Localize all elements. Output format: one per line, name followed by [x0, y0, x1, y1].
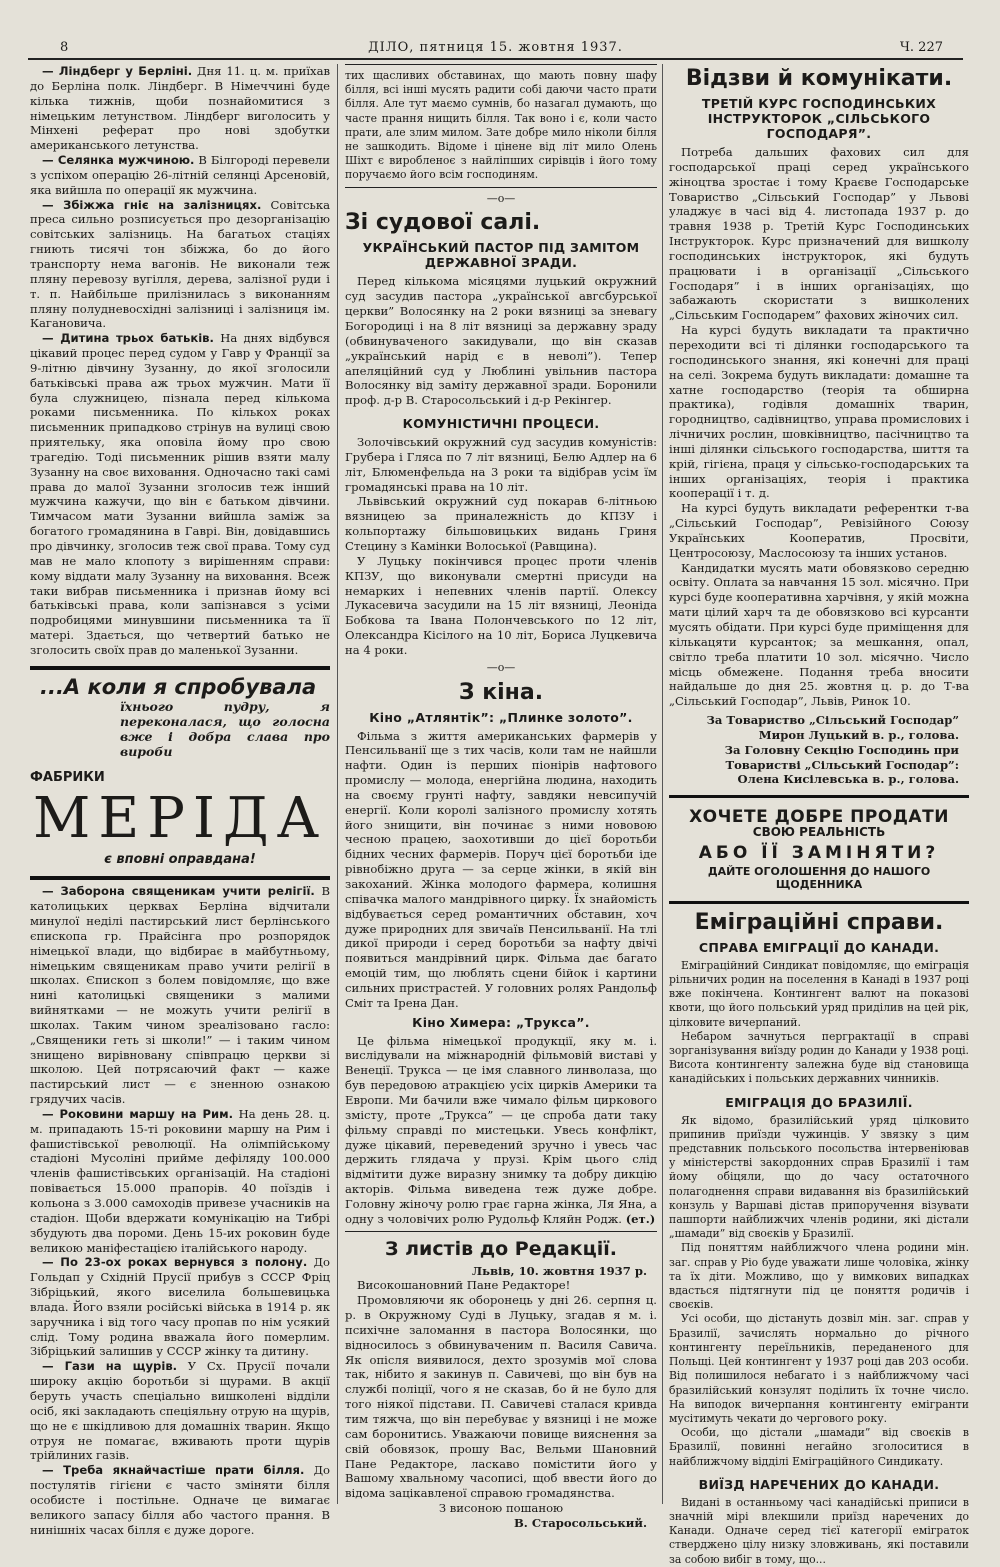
announcements-heading: Відзви й комунікати.: [685, 66, 953, 91]
signature-1-org: За Товариство „Сільський Господар”: [706, 713, 959, 728]
page-number: 8: [60, 40, 69, 55]
ad-top-rule: [30, 666, 330, 670]
issue-number: Ч. 227: [899, 40, 943, 55]
emigration-p5: Усі особи, що дістануть дозвіл мін. заг. справ у Бразилії, зачислять нормально до річного контингенту переїльників, переданеного для Польщі. Цей контингент у 1937 році дав 203 особи. Від полишилося небагато і з найближчому часі бразилійський конзулят поділить їх точне число. На виподок вичерпання контингенту емігранти мусітимуть чекати до чергового року.: [669, 1312, 969, 1425]
communist-trials-p3: У Луцьку покінчився процес проти членів КПЗУ, що виконували смертні присуди на немарких і непевних членів партії. Олексу Лукасевича засудили на 15 літ вязниці, Леоніда Бобкова та Івана Полончевського по 12 літ, Олександра Кісілого на 10 літ, Бориса Луцкевича на 4 роки.: [345, 553, 657, 657]
course-p3: На курсі будуть викладати референтки т-ва „Сільський Господар”, Ревізійного Союзу Українських Кооператив, Просвіти, Центросоюзу, Маслосоюзу та інших установ.: [669, 501, 969, 560]
letter-greeting: Високошановний Пане Редакторе!: [357, 1278, 571, 1293]
cinema-subheading-2: Кіно Химера: „Трукса”.: [412, 1014, 590, 1030]
letter-place-date: Львів, 10. жовтня 1937 р.: [471, 1263, 647, 1278]
sell-line-3: АБО ЇЇ ЗАМІНЯТИ?: [698, 842, 940, 863]
article-peasant: — Селянка мужчиною. В Білгороді перевели з успіхом операцію 26-літній селянці Арсеновій, яка вийшла по операції як мужчина.: [30, 153, 331, 197]
separator: —о—: [486, 660, 516, 674]
cinema-review-1: Фільма з життя американських фармерів у Пенсильванії ще з тих часів, коли там не найшли нафти. Один із перших піонірів нафтового промислу — молода, енергійна людина, находить на своєму грунті нафту, завдяки невсипучій енергії. Коли королі залізного промислу хотять його знищити, він починає з ними нововою чесною працею, заохотивши до цієї боротьби бідних чесних фармерів. Поруч цієї боротьби іде рівнобіжно друга — за серце жінки, в якій він закоханий. Жінка молодого фармера, колишня співачка малого мандрівного цирку. Їх знайомість відбувається серед романтичних обставин, хоч дуже природних для звичаїв Пенсильванії. На тлі дикої природи і серед боротьби за нафту двічі появиться мандрівний цирк. Фільма дає багато емоцій тим, що люблять сцени бійок і картини сильних пристрастей. У головних ролях Рандольф Сміт та Ірена Дан.: [345, 728, 657, 1010]
soap-notice: тих щасливих обставинах, що мають повну шафу білля, всі інші мусять радити собі даючи часто прати білля. Але тут маємо сумнів, бо назагал думають, що часте прання нищить білля. Так воно і є, коли часто прати, але злим милом. Зате добре мило ніколи білля не зашкодить. Відоме і цінене від літ мило Олень Шіхт є виробленоє з найліпших сирівців і його тому поручаємо його всім господиням.: [345, 69, 657, 182]
sell-line-1: ХОЧЕТЕ ДОБРЕ ПРОДАТИ: [689, 807, 949, 828]
ad-tagline: є вповні оправдана!: [104, 852, 256, 868]
letters-heading: З листів до Редакції.: [385, 1237, 617, 1260]
emigration-p7: Видані в останньому часі канадійські приписи в значній мірі влекшили приїзд наречених до Канади. Одначе серед тієї категорії еміграток стверджено цілу низку зловживань, які поставили за собою вибіг в тому, що...: [669, 1495, 969, 1566]
article-religion-ban: — Заборона священикам учити релігії. В католицьких церквах Берліна відчитали минулої неділі пастирський лист берлінського єпископа гр. Прайсінга про розпорядок німецької влади, що відбирає в майбутньому, німецьким священикам право учити релігії в школах. Єпископ з болем повідомляє, що вже нині католицькі священики з малими вийнятками — не можуть учити релігії в школах. Таким чином зреалізовано гасло: „Священики геть зі школи!” — і таким чином знищено вирівновану співпрацю церкви зі школою. Цей потрясаючий факт — каже пастирський лист — є зненною ознакою грядучих часів.: [30, 884, 330, 1107]
column-rule: [662, 64, 663, 1504]
column-1: [30, 64, 331, 1537]
emigration-p6: Особи, що дістали „шамади” від своєків в Бразилії, повинні негайно зголоситися в найближчому відділі Еміграційного Синдикату.: [669, 1426, 969, 1468]
article-grain: — Збіжжа гніє на залізницях. Совітська преса сильно розписується про дезорганізацію совітських залізниць. На багатьох стаціях гниють тисячі тон збіжжа, бо до його транспорту нема вагонів. Не виконали теж пляну перевозу вугілля, дерева, залізної руди і т. п. Найбільше прилізнилась з виконанням пляну полудневосхідні залізниці і залізниця ім. Кагановича.: [30, 197, 330, 331]
column-3: [669, 64, 969, 1566]
emigration-p1: Еміграційний Синдикат повідомляє, що еміграція рільничих родин на поселення в Канаді в 1937 році вже покінчена. Контингент валют на показові квоти, що його польський уряд приділив на цей рік, цілковите вичерпаний.: [669, 958, 969, 1029]
article-march-rome: — Роковини маршу на Рим. На день 28. ц. м. припадають 15-ті роковини маршу на Рим і фашистівської революції. На олімпійському стадіоні Мусоліні прийме дефіляду 100.000 членів фашистівських організацій. На стадіоні повівається 15.000 прапорів. 40 поїздів і кольона з 3.000 самоходів привезе учасників на стадіон. Щоби вдержати комунікацію на Тибрі збудують два пороми. День 15-их роковин буде великою маніфестацією італійського народу.: [30, 1106, 331, 1255]
article-rat-gas: — Гази на щурів. У Сх. Прусії почали широку акцію боротьби зі щурами. В акції беруть участь спеціально вишколені відділи осіб, які закладають спеціяльну отрую на щурів, що не є шкідливою для домашніх тварин. Якщо отруя не помагає, вживають проти щурів трійлиних газів.: [30, 1359, 331, 1463]
court-heading: Зі судової салі.: [345, 210, 541, 236]
emigration-heading: Еміграційні справи.: [694, 909, 944, 935]
article-captivity: — По 23-ох роках вернувся з полону. До Гольдап у Східній Прусії прибув з СССР Фріц Зібріцький, якого виселила большевицька влада. Його взяли російські війська в 1914 р. як заручника і від того часу пропав по нім усякий слід. Тому родина вважала його померлим. Зібріцький залишив у СССР жінку та дитину.: [30, 1255, 331, 1359]
course-p2: На курсі будуть викладати та практично переходити всі ті ділянки господарського та господинського знання, які конечні для праці на селі. Зокрема будуть викладати: домашне та хатне господарство (теорія та обширна практика), годівля домашніх тварин, городництво, садівництво, управа промислових і лічничих рослин, шовківництво, пасічництво та інші ділянки сільського господарства, шиття та крій, гігієна, праця у сільсько-господарських та інших організаціях, теорія і практика кооперації і т. д.: [669, 323, 969, 501]
separator-rule: [345, 1231, 657, 1232]
column-rule: [337, 64, 338, 1504]
emigration-p2: Небаром зачнуться перграктації в справі зорганізування виїзду родин до Канади у 1938 році. Висота контингенту залежна буде від становища канадійських і польських державних чинників.: [669, 1029, 969, 1086]
ad-bottom-rule: [30, 876, 330, 880]
box-top-rule: [345, 64, 657, 65]
cinema-heading: З кіна.: [458, 679, 544, 705]
emigration-brides-heading: ВИЇЗД НАРЕЧЕНИХ ДО КАНАДИ.: [698, 1476, 940, 1492]
ad-title: ...А коли я спробувала: [40, 674, 317, 699]
sell-advertisement: [669, 802, 969, 899]
ad-subtitle: їхнього пудру, я переконалася, що голосна вже і добра слава про вироби: [120, 698, 330, 759]
sell-line-4: ДАЙТЕ ОГОЛОШЕННЯ ДО НАШОГО ЩОДЕННИКА: [707, 864, 931, 891]
course-p1: Потреба дальших фахових сил для господарської праці серед українського жіноцтва зростає і тому Краєве Господарське Товариство „Сільський Господар” у Львові уладжує в часі від 4. листопада 1937 р. до травня 1938 р. Третій Курс Господинських Інструкторок. Курс призначений для вишколу господинських інструкторок, які будуть працювати і в організації „Сільського Господаря” і в інших організаціях, що забажають скористати з вишколених „Сільським Господарем” фахових жіночих сил.: [669, 145, 969, 323]
sell-bottom-rule: [669, 901, 969, 904]
letter-closing: З висоною пошаною: [438, 1501, 564, 1516]
box-bottom-rule: [345, 187, 657, 188]
column-2: [345, 64, 657, 1530]
emigration-canada-heading: СПРАВА ЕМІГРАЦІЇ ДО КАНАДИ.: [698, 939, 940, 955]
court-subheading: УКРАЇНСЬКИЙ ПАСТОР ПІД ЗАМІТОМ ДЕРЖАВНОЇ ЗРАДИ.: [362, 240, 640, 271]
cinema-subheading-1: Кіно „Атлянтік”: „Плинке золото”.: [369, 709, 633, 725]
communist-trials-p2: Львівський окружний суд покарав 6-літньою вязницею за приналежність до КПЗУ і кольпортажу більшовицьких видань Гриня Стецину з Камінки Волоської (Равщина).: [345, 494, 657, 553]
cinema-review-2: Це фільма німецької продукції, яку м. і. вислідували на міжнародній фільмовій виставі у Венеції. Трукса — це імя славного линволаза, що був передовою атракцією усіх цирків Америки та Европи. Ми бачили вже чимало фільм циркового змісту, проте „Трукса” — це спроба дати таку фільму справді по мистецьки. Увесь конфлікт, дуже цікавий, переведений зручно і увесь час держить глядача у прузі. Крім цього слід відмітити дуже виразну знимку та добру дикцію акторів. Фільма виведена теж дуже добре. Головну жіночу ролю грає гарна жінка, Ля Яна, а одну з чоловічих ролю Рудольф Кляйн Родж. (ет.): [345, 1033, 657, 1226]
article-lindbergh: — Ліндберг у Берліні. Дня 11. ц. м. приїхав до Берліна полк. Ліндберг. В Німеччині буде кілька тижнів, щоби познайомитися з німецьким летунством. Ліндберг виголосить у Мінхені реферат про нові здобутки американського летунства.: [30, 64, 331, 153]
letter-text: Промовляючи як оборонець у дні 26. серпня ц. р. в Окружному Суді в Луцьку, згадав я м. і. психічне заломання в пастора Волосянки, що відносилось з обвинуваченим п. Василя Савича. Як опісля виявилося, дехто зрозумів мої слова так, нібито я закинув п. Савичеві, що він був на службі поліції, чого я не сказав, бо й не було для того ніякої підстави. П. Савичеві сталася кривда тим тяжча, що він перебуває у вязниці і не може сам боронитись. Уважаючи повище вияснення за свій обовязок, прошу Вас, Вельми Шановний Пане Редакторе, ласкаво помістити його у Вашому хвальному часописі, щоб ввести його до відома зацікавленої справою громадянства.: [345, 1293, 657, 1501]
article-laundry: — Треба якнайчастіше прати білля. До постулятів гігієни є часто зміняти білля особисте і постільне. Одначе це вимагає великого запасу білля або частого прання. В нинішніх часах білля є дуже дороге.: [30, 1463, 330, 1537]
emigration-p4: Під поняттям найближчого члена родини мін. заг. справ у Ріо буде уважати лише чоловіка, жінку та їх діти. Можливо, що у вимкових випадках вдасться підтягнути під це поняття родичів і своєків.: [669, 1241, 969, 1312]
ad-brand-name: МЕРІДА: [33, 786, 327, 852]
newspaper-title-date: ДІЛО, пятниця 15. жовтня 1937.: [368, 40, 623, 55]
court-text: Перед кількома місяцями луцький окружний суд засудив пастора „української авгсбурської церкви” Волосянку на 2 роки вязниці за зневагу Богородиці і на 8 літ вязниці за державну зраду (обвинуваченого закидували, що він сказав „український нарід є в неволі”). Тепер апеляційний суд у Люблині увільнив пастора Волосянку від заміту державної зради. Боронили проф. д-р В. Старосольський і д-р Рекінгер.: [345, 274, 657, 408]
sell-line-2: СВОЮ РЕАЛЬНІСТЬ: [752, 825, 886, 840]
course-p4: Кандидатки мусять мати обовязково середню освіту. Оплата за навчання 15 зол. місячно. При курсі буде кооперативна харчівня, у якій можна мати цілий харч та де обовязково всі курсанти мусять обідати. При курсі буде приміщення для кількацяти курсанток; за мешкання, опал, світло треба платити 10 зол. місячно. Число місць обмежене. Подання треба вносити найдальше до дня 25. жовтня ц. р. до Т-ва „Сільський Господар”, Львів, Ринок 10.: [669, 560, 969, 709]
letter-signature: В. Старосольський.: [513, 1515, 647, 1530]
emigration-brazil-heading: ЕМІГРАЦІЯ ДО БРАЗИЛІЇ.: [725, 1094, 913, 1110]
signature-1-name: Мирон Луцький в. р., голова.: [758, 727, 959, 742]
sell-top-rule: [669, 795, 969, 798]
merida-advertisement: [30, 674, 330, 869]
signature-2-org: За Головну Секцію Господинь при Товаристві „Сільський Господар”:: [724, 742, 959, 772]
course-heading: ТРЕТІЙ КУРС ГОСПОДИНСЬКИХ ІНСТРУКТОРОК „СІЛЬСЬКОГО ГОСПОДАРЯ”.: [701, 96, 937, 141]
emigration-p3: Як відомо, бразилійський уряд цілковито припинив приїзди чужинців. У звязку з цим представник польського посольства інтервеніював у міністерстві закордонних справ Бразилії і там йому обіцяли, що до часу остаточного полагоднення справи видавання віз бразилійський конзуль у Варшаві дістав припоручення візувати пашпорти найближчих членів родини, які дістали „шамади” від своєків у Бразилії.: [669, 1113, 969, 1241]
communist-trials-p1: Золочівський окружний суд засудив комуністів: Грубера і Гляса по 7 літ вязниці, Белю Адлер на 6 літ, Блюменфельда на 3 роки та відібрав усім їм громадянські права на 10 літ.: [345, 435, 657, 494]
ad-brand-label: ФАБРИКИ: [30, 769, 105, 785]
article-child: — Дитина трьох батьків. На днях відбувся цікавий процес перед судом у Гавр у Франції за 9-літню дівчину Зузанну, до якої зголосили батьківські права аж трьох мужчин. Мати її була служницею, пізнала перед кількома роками письменника. По кількох роках письменник припадково стрінув на вулиці свою приятельку, яка оповіла йому про свою трагедію. Тоді письменник рішив взяти малу Зузанну на своє виховання. Одночасно такі самі права до малої Зузанни зголосив теж інший мужчина кажучи, що він є батьком дівчини. Тимчасом мати Зузанни вийшла заміж за богатого громадянина в Гаврі. Він, довідавшись про дівчинку, зголосив теж свої права. Тому суд мав не мало клопоту з вирішенням справи: кому віддати малу Зузанну на виховання. Всеж таки вибрав письменника і признав йому всі батьківські права, коли запізнався з усіми подробицями минувшини письменника та її матері. Здається, що четвертий батько не зголосить своїх прав до маленької Зузанни.: [30, 331, 331, 657]
signature-2-name: Олена Кисілевська в. р., голова.: [737, 772, 959, 787]
separator: —о—: [486, 191, 516, 205]
communist-trials-heading: КОМУНІСТИЧНІ ПРОЦЕСИ.: [402, 416, 600, 432]
masthead: [28, 36, 963, 60]
